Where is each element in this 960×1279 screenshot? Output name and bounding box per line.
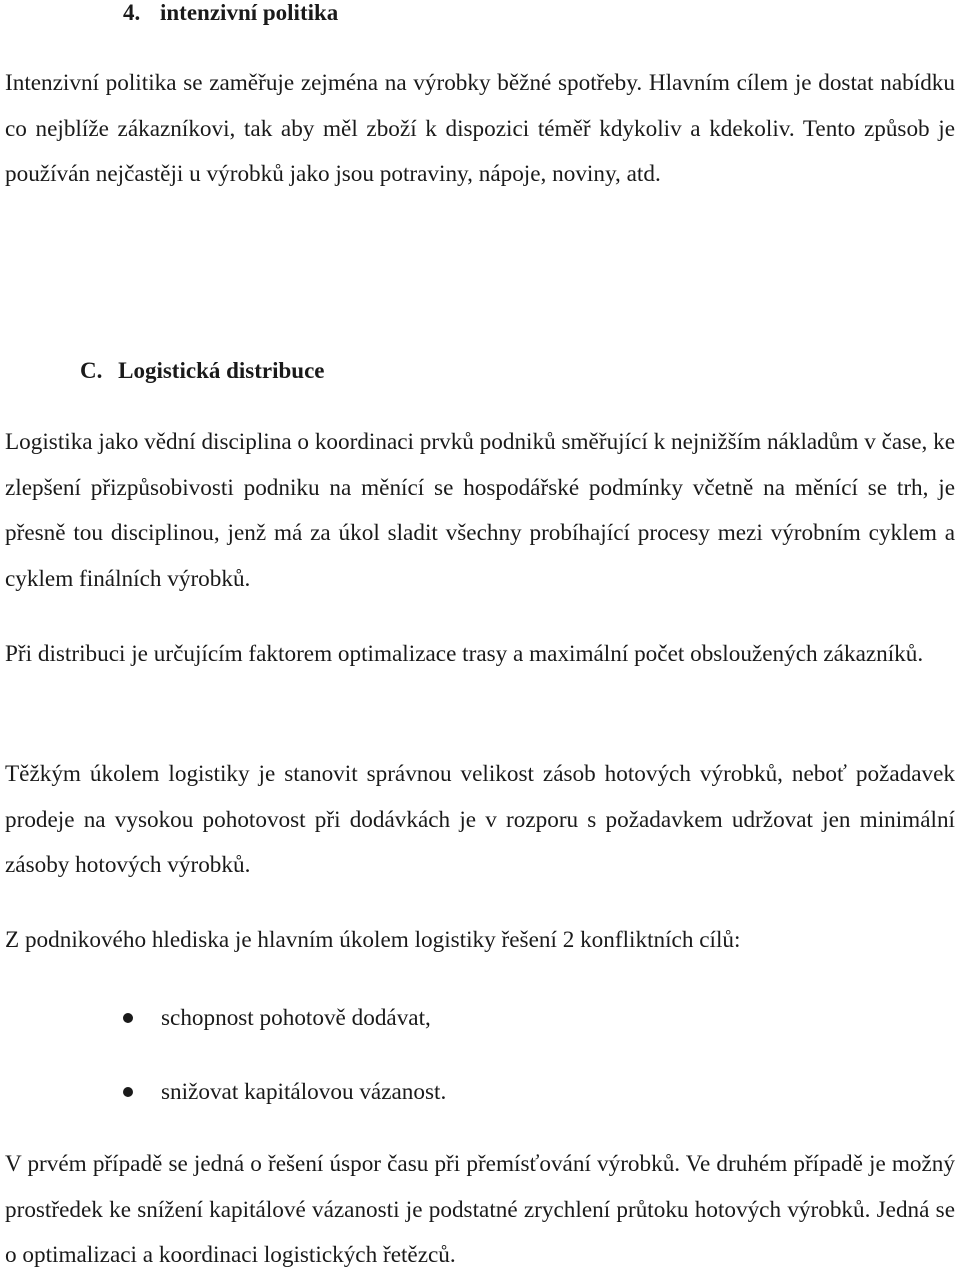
- section-4-heading: [123, 0, 338, 26]
- bullet-icon: [123, 1013, 133, 1023]
- list-item-text: snižovat kapitálovou vázanost.: [161, 1079, 447, 1105]
- list-item-text: schopnost pohotově dodávat,: [161, 1005, 431, 1031]
- logistics-definition-paragraph: Logistika jako vědní disciplina o koordinaci prvků podniků směřující k nejnižším nákladům v čase, ke zlepšení přizpůsobivosti podniku na měnící se hospodářské podmínky včetně na měnící se trh, je přesně tou disciplinou, jenž má za úkol sladit všechny probíhající procesy mezi výrobním cyklem a cyklem finálních výrobků.: [5, 429, 955, 592]
- inventory-paragraph: Těžkým úkolem logistiky je stanovit správnou velikost zásob hotových výrobků, neboť požadavek prodeje na vysokou pohotovost při dodávkách je v rozporu s požadavkem udržovat jen minimální zásoby hotových výrobků.: [5, 761, 955, 879]
- bullet-icon: [123, 1087, 133, 1097]
- section-4-title: intenzivní politika: [160, 0, 339, 25]
- section-4-paragraph: Intenzivní politika se zaměřuje zejména na výrobky běžné spotřeby. Hlavním cílem je dostat nabídku co nejblíže zákazníkovi, tak aby měl zboží k dispozici téměř kdykoliv a kdekoliv. Tento způsob je používán nejčastěji u výrobků jako jsou potraviny, nápoje, noviny, atd.: [5, 70, 955, 188]
- section-4-number: 4.: [123, 0, 141, 25]
- section-c-heading: [80, 358, 325, 384]
- section-c-title: Logistická distribuce: [118, 358, 325, 383]
- section-c-letter: C.: [80, 358, 103, 383]
- distribution-paragraph: Při distribuci je určujícím faktorem optimalizace trasy a maximální počet obsloužených zákazníků.: [5, 641, 924, 667]
- goals-intro-paragraph: Z podnikového hlediska je hlavním úkolem logistiky řešení 2 konfliktních cílů:: [5, 927, 741, 953]
- closing-paragraph: V prvém případě se jedná o řešení úspor času při přemísťování výrobků. Ve druhém případě je možný prostředek ke snížení kapitálové vázanosti je podstatné zrychlení průtoku hotových výrobků. Jedná se o optimalizaci a koordinaci logistických řetězců.: [5, 1151, 955, 1269]
